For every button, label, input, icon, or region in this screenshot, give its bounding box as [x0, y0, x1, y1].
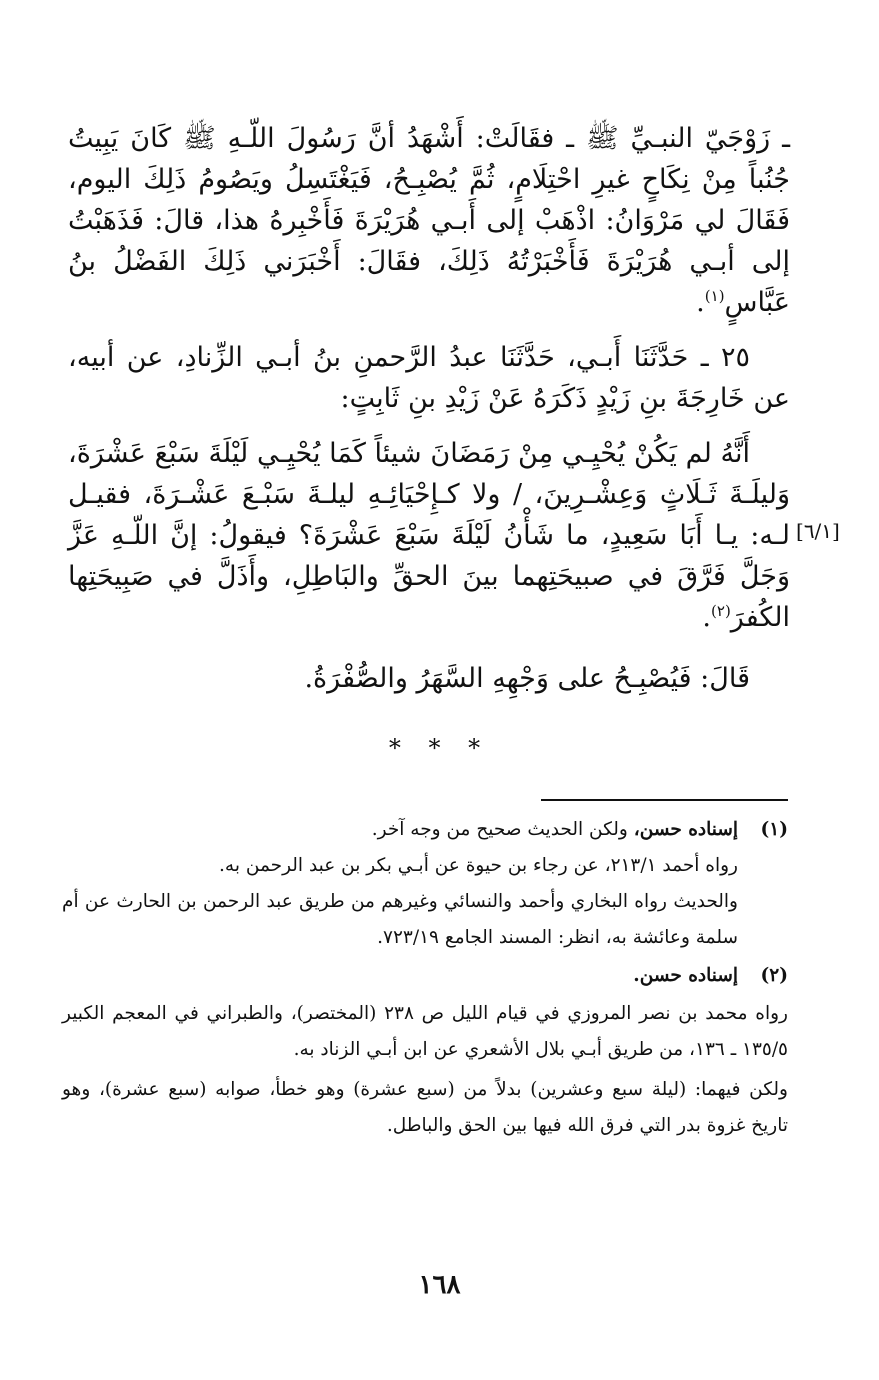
footnote-divider	[541, 799, 788, 801]
footnote-1	[62, 812, 788, 956]
footnote-body	[62, 958, 738, 994]
paragraph-end: .	[696, 287, 705, 318]
paragraph-end: .	[702, 602, 712, 633]
footnote-lead: إسناده حسن.	[633, 965, 738, 986]
footnote-line: والحديث رواه البخاري وأحمد والنسائي وغيرهم من طريق عبد الرحمن بن الحارث عن أم سلمة وعائشة به، انظر: المسند الجامع ٧٢٣/١٩.	[62, 891, 738, 948]
section-separator: * * *	[388, 734, 491, 762]
footnotes	[62, 812, 788, 1148]
paragraph-hadith-25-matn	[68, 433, 790, 638]
page-number: ١٦٨	[418, 1270, 461, 1300]
main-text	[68, 118, 790, 713]
footnote-2	[62, 958, 788, 994]
footnote-lead: إسناده حسن،	[633, 819, 738, 840]
manuscript-page-marker: [٦/١]	[796, 519, 840, 543]
footnote-line	[62, 812, 738, 848]
footnote-number: (١)	[760, 819, 788, 840]
paragraph-hadith-24-end	[68, 118, 790, 323]
footnote-text: ولكن الحديث صحيح من وجه آخر.	[371, 819, 634, 840]
paragraph-text: ٢٥ ـ حَدَّثَنَا أَبـي، حَدَّثَنَا عبدُ الرَّحمنِ بنُ أبـي الزِّنادِ، عن أبيه، عن خَارِجَةَ بنِ زَيْدٍ ذَكَرَهُ عَنْ زَيْدِ بنِ ثَابِتٍ:	[68, 342, 790, 414]
footnote-line	[62, 958, 738, 994]
footnote-2-continuation: رواه محمد بن نصر المروزي في قيام الليل ص ٢٣٨ (المختصر)، والطبراني في المعجم الكبير ١٣٥/٥ ـ ١٣٦، من طريق أبـي بلال الأشعري عن ابن أبـي الزناد به.	[62, 1003, 788, 1060]
footnote-number: (٢)	[760, 965, 788, 986]
footnote-line: رواه أحمد ٢١٣/١، عن رجاء بن حيوة عن أبـي بكر بن عبد الرحمن به.	[219, 855, 738, 876]
footnote-body	[62, 812, 738, 956]
footnote-2-continuation: ولكن فيهما: (ليلة سبع وعشرين) بدلاً من (سبع عشرة) وهو خطأ، صوابه (سبع عشرة)، وهو تاريخ غزوة بدر التي فرق الله فيها بين الحق والباطل.	[62, 1079, 788, 1136]
paragraph-text: قَالَ: فَيُصْبِـحُ على وَجْهِهِ السَّهَرُ والصُّفْرَةُ.	[304, 663, 750, 694]
footnote-ref-1[interactable]: (١)	[704, 287, 725, 305]
paragraph-hadith-25-qal	[68, 658, 790, 699]
footnote-ref-2[interactable]: (٢)	[711, 602, 731, 620]
paragraph-hadith-25-isnad	[68, 337, 790, 419]
paragraph-text: أَنَّهُ لم يَكُنْ يُحْيِـي مِنْ رَمَضَانَ شيئاً كَمَا يُحْيِـي لَيْلَةَ سَبْعَ عَشْرَةَ، وَليلَـةَ ثَـلَاثٍ وَعِشْـرِينَ، / ولا كـإِحْيَائِـهِ ليلـةَ سَبْـعَ عَشْـرَةَ، فقيـل لـه: يـا أَبَا سَعِيدٍ، ما شَأْنُ لَيْلَةَ سَبْعَ عَشْرَةَ؟ فيقولُ: إنَّ اللّـهِ عَزَّ وَجَلَّ فَرَّقَ في صبيحَتِهما بينَ الحقِّ والبَاطِلِ، وأَذَلَّ في صَبِيحَتِها الكُفرَ	[68, 438, 790, 633]
paragraph-text: ـ زَوْجَيّ النبـيِّ ﷺ ـ فقَالَتْ: أَشْهَدُ أنَّ رَسُولَ اللّـهِ ﷺ كَانَ يَبِيتُ جُنُباً مِنْ نِكَاحٍ غيرِ احْتِلَامٍ، ثُمَّ يُصْبِـحُ، فَيَغْتَسِلُ ويَصُومُ ذَلِكَ اليوم، فَقَالَ لي مَرْوَانُ: اذْهَبْ إلى أَبـي هُرَيْرَةَ فَأَخْبِرهُ هذا، قالَ: فَذَهَبْتُ إلى أبـي هُرَيْرَةَ فَأَخْبَرْتُهُ ذَلِكَ، فقَالَ: أَخْبَرَني ذَلِكَ الفَضْلُ بنُ عَبَّاسٍ	[68, 123, 790, 318]
